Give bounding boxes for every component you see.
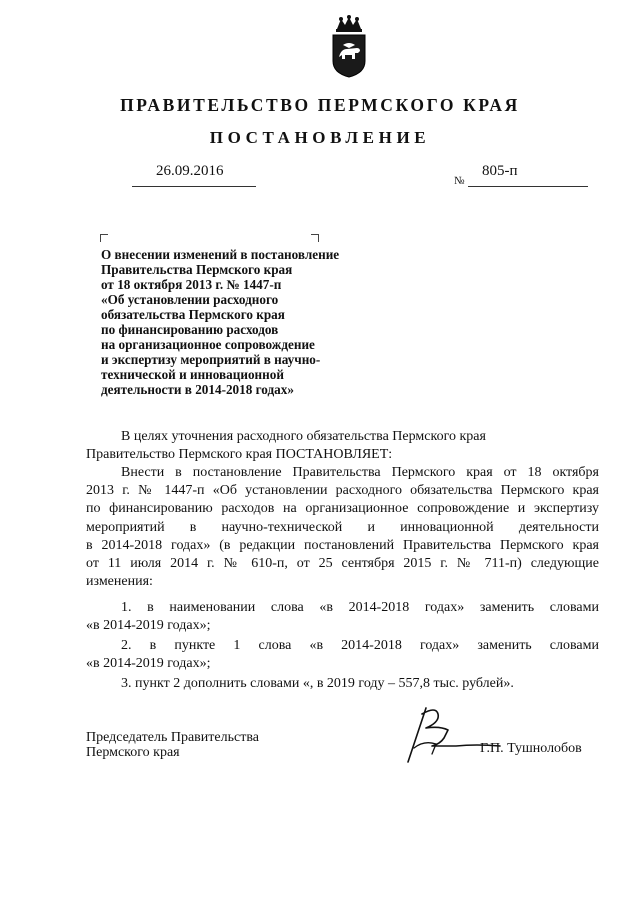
title-line: обязательства Пермского края [101, 307, 285, 322]
title-line: на организационное сопровождение [101, 337, 315, 352]
title-line: от 18 октября 2013 г. № 1447-п [101, 277, 282, 292]
signer-title: Председатель Правительства [86, 730, 259, 745]
body-line: в 2014-2018 годах» (в редакции постановлений Правительства Пермского края [86, 538, 599, 553]
document-date: 26.09.2016 [156, 163, 224, 179]
body-line: Внести в постановление Правительства Пермского края от 18 октября [121, 465, 599, 480]
body-line: 2. в пункте 1 слова «в 2014-2018 годах» заменить словами [121, 638, 599, 653]
signer-name: Г.П. Тушнолобов [480, 741, 582, 756]
body-line: 1. в наименовании слова «в 2014-2018 годах» заменить словами [121, 600, 599, 615]
perm-krai-coat-of-arms-icon [327, 15, 371, 79]
title-line: по финансированию расходов [101, 322, 279, 337]
handwritten-signature-icon [396, 704, 506, 768]
signer-title: Пермского края [86, 745, 180, 760]
organization-name: ПРАВИТЕЛЬСТВО ПЕРМСКОГО КРАЯ [120, 95, 520, 115]
title-line: технической и инновационной [101, 367, 284, 382]
body-line: Правительство Пермского края ПОСТАНОВЛЯЕТ: [86, 447, 393, 462]
body-line: «в 2014-2019 годах»; [86, 656, 211, 671]
body-line: 2013 г. № 1447-п «Об установлении расходного обязательства Пермского края [86, 483, 599, 498]
title-line: «Об установлении расходного [101, 292, 279, 307]
number-underline [468, 186, 588, 187]
body-line: 3. пункт 2 дополнить словами «, в 2019 году – 557,8 тыс. рублей». [121, 676, 514, 691]
title-corner-left [100, 234, 108, 242]
body-line: изменения: [86, 574, 153, 589]
title-line: и экспертизу мероприятий в научно- [101, 352, 321, 367]
body-line: мероприятий в научно-технической и инновационной деятельности [86, 520, 599, 535]
document-type: ПОСТАНОВЛЕНИЕ [209, 128, 431, 147]
title-corner-right [311, 234, 319, 242]
number-sign: № [454, 175, 465, 187]
body-line: от 11 июля 2014 г. № 610-п, от 25 сентября 2015 г. № 711-п) следующие [86, 556, 599, 571]
body-line: по финансированию расходов на организационное сопровождение и экспертизу [86, 501, 599, 516]
body-line: В целях уточнения расходного обязательства Пермского края [121, 429, 486, 444]
date-underline [132, 186, 256, 187]
title-line: О внесении изменений в постановление [101, 247, 340, 262]
title-line: деятельности в 2014-2018 годах» [101, 382, 294, 397]
title-line: Правительства Пермского края [101, 262, 293, 277]
body-line: «в 2014-2019 годах»; [86, 618, 211, 633]
document-number: 805-п [482, 163, 518, 179]
